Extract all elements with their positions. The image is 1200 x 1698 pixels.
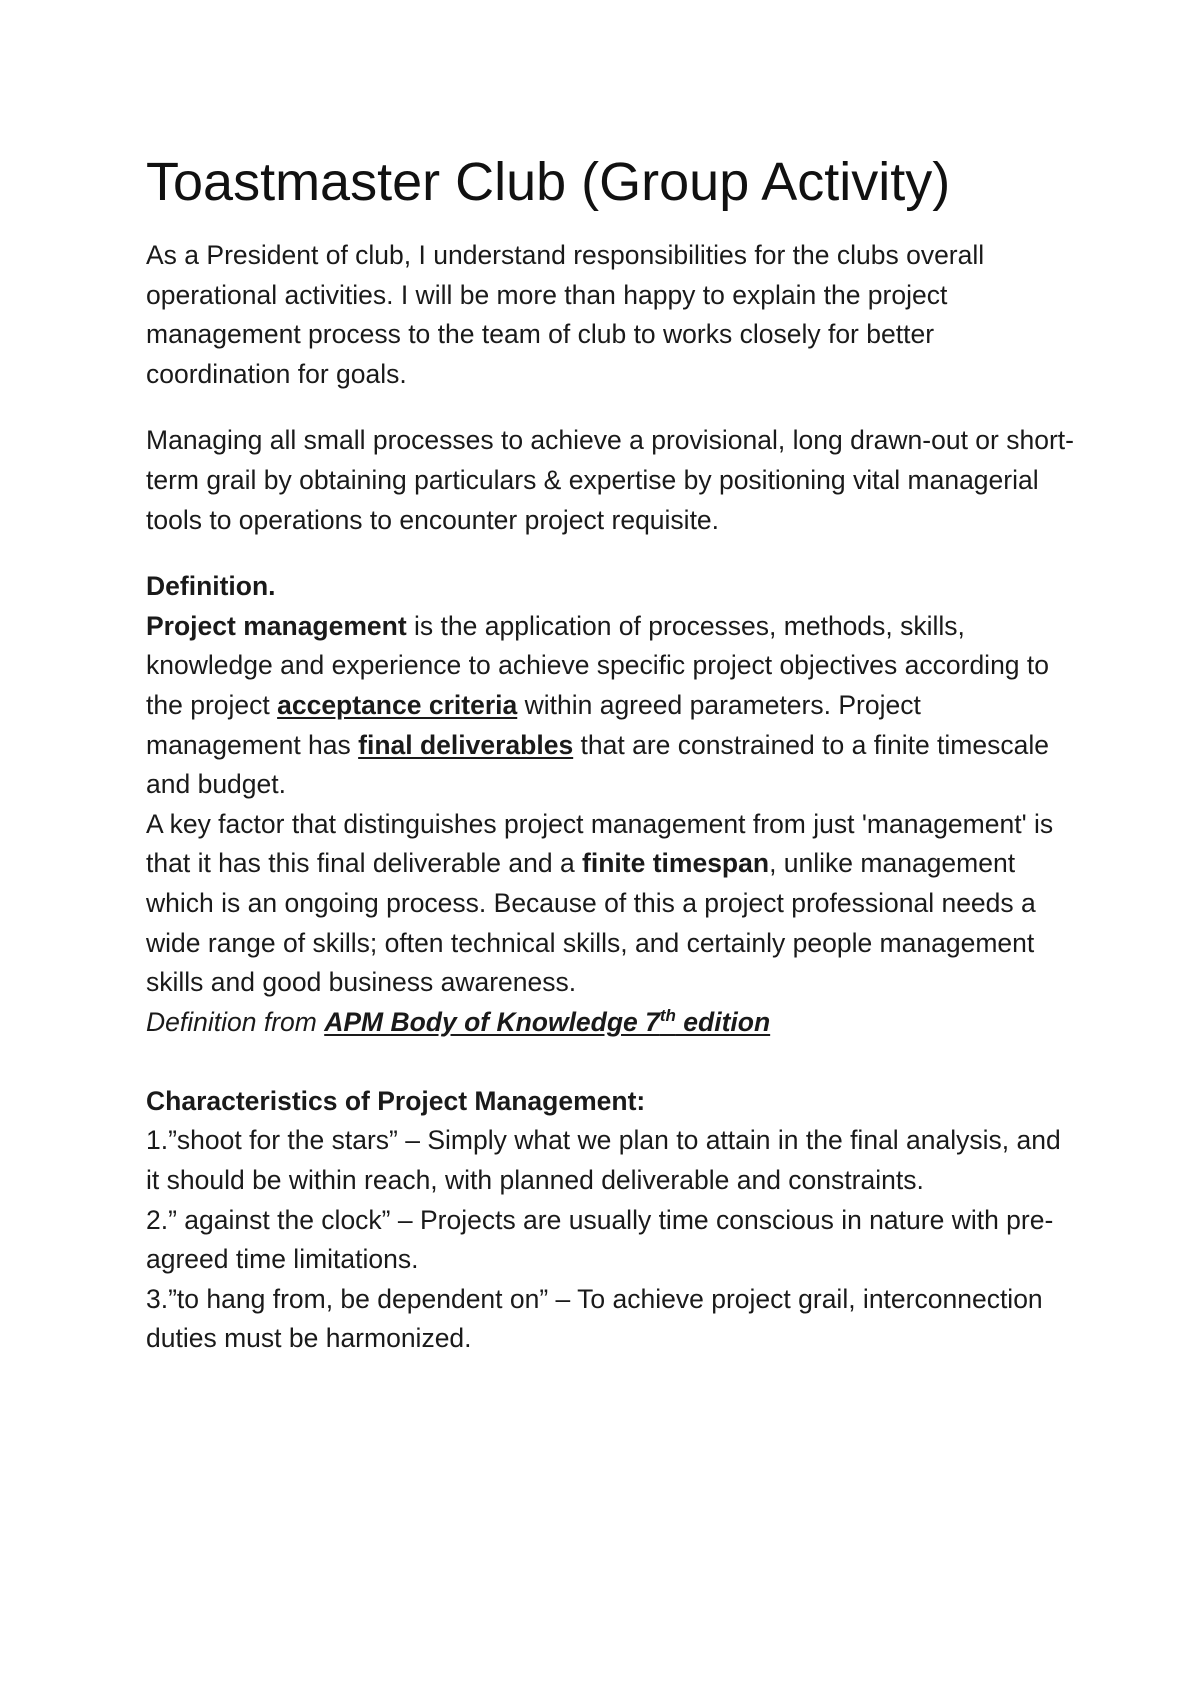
apm-body-of-knowledge-link[interactable] bbox=[324, 1007, 770, 1037]
definition-source bbox=[146, 1003, 1076, 1043]
definition-text-3: that are constrained to a finite timescale and budget. bbox=[146, 729, 1049, 800]
definition-heading: Definition. bbox=[146, 571, 276, 602]
final-deliverables-link[interactable]: final deliverables bbox=[358, 729, 574, 760]
characteristic-item-3: 3.”to hang from, be dependent on” – To achieve project grail, interconnection duties must be harmonized. bbox=[146, 1283, 1043, 1354]
edition-superscript: th bbox=[659, 1005, 676, 1025]
definition-p2-start: A key factor that distinguishes project management from just 'management' is that it has this final deliverable and a bbox=[146, 808, 1054, 879]
document-page bbox=[146, 148, 1076, 1359]
definition-paragraph-1 bbox=[146, 607, 1076, 805]
intro-paragraph-1: As a President of club, I understand responsibilities for the clubs overall operational activities. I will be more than happy to explain the project management process to the team of club to works closely for better coordination for goals. bbox=[146, 240, 985, 389]
definition-term: Project management bbox=[146, 610, 407, 641]
document-title: Toastmaster Club (Group Activity) bbox=[146, 152, 951, 212]
apm-link-text: APM Body of Knowledge 7 bbox=[324, 1006, 660, 1037]
finite-timespan-term: finite timespan bbox=[582, 848, 770, 879]
definition-text-1: is the application of processes, methods, skills, knowledge and experience to achieve specific project objectives according to the project bbox=[146, 610, 1050, 720]
characteristics-heading: Characteristics of Project Management: bbox=[146, 1085, 646, 1116]
definition-p2-end: , unlike management which is an ongoing process. Because of this a project professional needs a wide range of skills; often technical skills, and certainly people management skills and good business awareness. bbox=[146, 848, 1036, 998]
apm-link-suffix: edition bbox=[675, 1006, 771, 1037]
definition-text-2: within agreed parameters. Project management has bbox=[146, 689, 921, 760]
definition-paragraph-2 bbox=[146, 805, 1076, 1003]
intro-paragraph-2: Managing all small processes to achieve a provisional, long drawn-out or short-term grail by obtaining particulars & expertise by positioning vital managerial tools to operations to encounter project requisite. bbox=[146, 425, 1074, 535]
characteristic-item-1: 1.”shoot for the stars” – Simply what we plan to attain in the final analysis, and it should be within reach, with planned deliverable and constraints. bbox=[146, 1125, 1061, 1196]
characteristic-item-2: 2.” against the clock” – Projects are usually time conscious in nature with pre-agreed time limitations. bbox=[146, 1204, 1054, 1275]
section-spacer bbox=[146, 1042, 1076, 1082]
acceptance-criteria-link[interactable]: acceptance criteria bbox=[277, 689, 518, 720]
definition-source-prefix: Definition from bbox=[146, 1006, 325, 1037]
definition-section bbox=[146, 567, 1076, 1359]
